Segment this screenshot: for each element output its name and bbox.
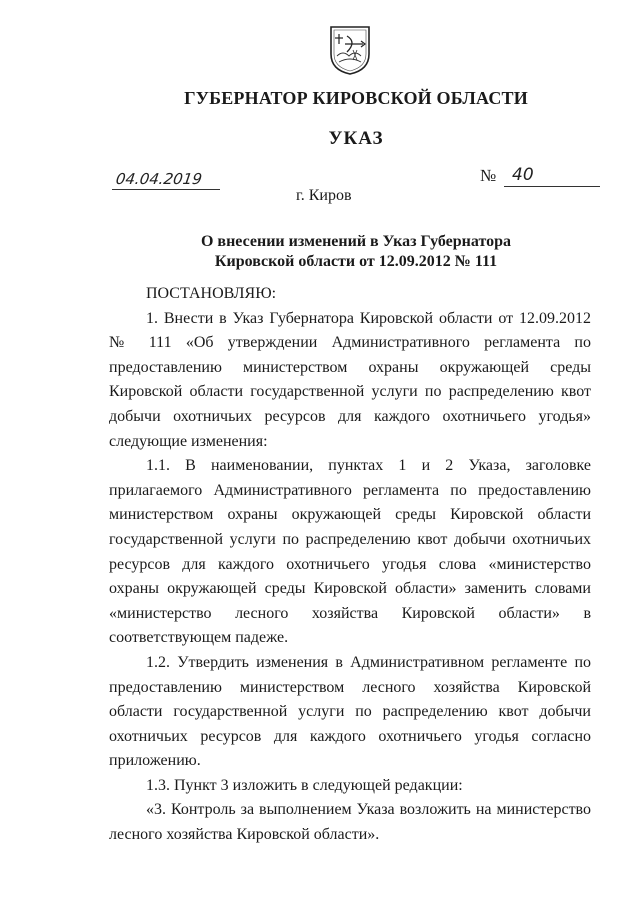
paragraph-1-1: 1.1. В наименовании, пунктах 1 и 2 Указа, заголовке прилагаемого Административного регламента по предоставлению министерством охраны окружающей среды Кировской области государственной услуги по распределению квот добычи охотничьих ресурсов для каждого охотничьего угодья слова «министерство охраны окружающей среды Кировской области» заменить словами «министерство лесного хозяйства Кировской области» в соответствующем падеже.: [109, 457, 591, 647]
document-type: УКАЗ: [328, 128, 384, 149]
paragraph-1-3-text: «3. Контроль за выполнением Указа возложить на министерство лесного хозяйства Кировской области».: [109, 801, 591, 844]
date-field: [112, 167, 220, 190]
kirov-coat-of-arms-icon: [327, 24, 373, 76]
city-name: г. Киров: [296, 187, 352, 204]
decree-word: ПОСТАНОВЛЯЮ:: [146, 285, 277, 302]
handwritten-date: 04.04.2019: [114, 170, 204, 188]
subject-line-1: О внесении изменений в Указ Губернатора: [200, 233, 512, 250]
number-sign: №: [480, 166, 497, 185]
paragraph-1-3: 1.3. Пункт 3 изложить в следующей редакции:: [146, 776, 463, 794]
document-body: [109, 282, 591, 848]
paragraph-1: 1. Внести в Указ Губернатора Кировской области от 12.09.2012 № 111 «Об утверждении Административного регламента по предоставлению министерством охраны окружающей среды Кировской области государственной услуги по распределению квот добычи охотничьих ресурсов для каждого охотничьего угодья» следующие изменения:: [109, 309, 591, 450]
paragraph-1-2: 1.2. Утвердить изменения в Административном регламенте по предоставлению министерством лесного хозяйства Кировской области государственной услуги по распределению квот добычи охотничьих ресурсов для каждого охотничьего угодья согласно приложению.: [109, 653, 591, 770]
handwritten-number: 40: [512, 165, 534, 185]
authority-title: ГУБЕРНАТОР КИРОВСКОЙ ОБЛАСТИ: [184, 88, 528, 108]
subject-heading: [76, 232, 636, 272]
number-line: [504, 164, 600, 187]
subject-line-2: Кировской области от 12.09.2012 № 111: [214, 253, 498, 270]
